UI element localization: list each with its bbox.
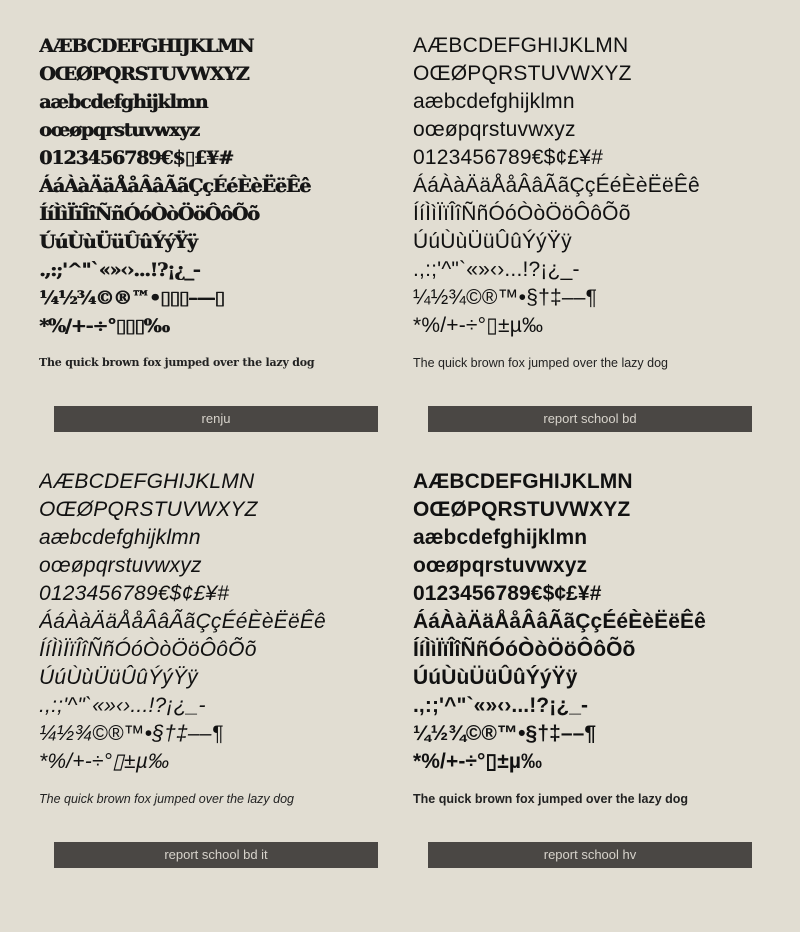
glyph-line-symbols: ¼½¾©®™•§†‡––¶ (39, 722, 224, 745)
glyph-line-lowercase-2: oœøpqrstuvwxyz (413, 118, 576, 141)
glyph-line-punctuation: .,:;'^"`«»‹›...!?¡¿_- (39, 259, 200, 281)
glyph-line-uppercase-1: AÆBCDEFGHIJKLMN (413, 470, 633, 493)
pangram: The quick brown fox jumped over the lazy dog (39, 792, 294, 806)
font-specimen-report-school-hv (413, 468, 788, 862)
glyph-line-accents-2: ÍíÌìÏïÎîÑñÓóÒòÖöÔôÕõ (39, 638, 257, 661)
glyph-line-math: *%/+-÷°▯▯▯‰ (39, 315, 169, 337)
glyph-lines (39, 32, 414, 340)
glyph-line-lowercase-1: aæbcdefghijklmn (413, 526, 588, 549)
glyph-line-accents-2: ÍíÌìÏïÎîÑñÓóÒòÖöÔôÕõ (39, 203, 259, 225)
font-name-label: report school bd it (54, 842, 378, 868)
font-specimen-report-school-bd (413, 32, 788, 426)
glyph-line-math: *%/+-÷°▯±µ‰ (39, 750, 170, 773)
glyph-line-accents-1: ÁáÀàÄäÅåÂâÃãÇçÉéÈèËëÊê (39, 175, 311, 197)
glyph-line-punctuation: .,:;'^"`«»‹›...!?¡¿_- (39, 694, 206, 717)
glyph-line-uppercase-2: OŒØPQRSTUVWXYZ (413, 62, 632, 85)
glyph-lines (39, 468, 414, 776)
glyph-line-accents-2: ÍíÌìÏïÎîÑñÓóÒòÖöÔôÕõ (413, 202, 631, 225)
glyph-line-digits: 0123456789€$¢£¥# (39, 582, 230, 605)
pangram: The quick brown fox jumped over the lazy dog (39, 356, 315, 369)
font-name-label: report school bd (428, 406, 752, 432)
font-name-label: report school hv (428, 842, 752, 868)
glyph-line-accents-1: ÁáÀàÄäÅåÂâÃãÇçÉéÈèËëÊê (413, 610, 706, 633)
glyph-line-punctuation: .,:;'^"`«»‹›...!?¡¿_- (413, 694, 589, 717)
glyph-line-accents-1: ÁáÀàÄäÅåÂâÃãÇçÉéÈèËëÊê (413, 174, 700, 197)
glyph-line-uppercase-2: OŒØPQRSTUVWXYZ (413, 498, 631, 521)
glyph-line-math: *%/+-÷°▯±µ‰ (413, 750, 543, 773)
glyph-line-uppercase-2: OŒØPQRSTUVWXYZ (39, 63, 249, 85)
glyph-line-lowercase-1: aæbcdefghijklmn (39, 91, 208, 113)
glyph-lines (413, 32, 788, 340)
glyph-line-accents-2: ÍíÌìÏïÎîÑñÓóÒòÖöÔôÕõ (413, 638, 636, 661)
glyph-line-digits: 0123456789€$¢£¥# (413, 582, 602, 605)
glyph-line-uppercase-1: AÆBCDEFGHIJKLMN (39, 470, 255, 493)
glyph-line-punctuation: .,:;'^"`«»‹›...!?¡¿_- (413, 258, 580, 281)
glyph-line-symbols: ¼½¾©®™•§†‡––¶ (413, 286, 598, 309)
glyph-line-lowercase-2: oœøpqrstuvwxyz (413, 554, 588, 577)
glyph-line-symbols: ¼½¾©®™•▯▯▯–—▯ (39, 287, 224, 309)
glyph-line-digits: 0123456789€$¢£¥# (413, 146, 604, 169)
glyph-line-digits: 0123456789€$▯£¥# (39, 147, 233, 169)
glyph-line-uppercase-1: AÆBCDEFGHIJKLMN (413, 34, 629, 57)
glyph-line-accents-3: ÚúÙùÜüÛûÝýŸÿ (413, 666, 578, 689)
glyph-line-symbols: ¼½¾©®™•§†‡––¶ (413, 722, 597, 745)
glyph-line-accents-1: ÁáÀàÄäÅåÂâÃãÇçÉéÈèËëÊê (39, 610, 326, 633)
pangram: The quick brown fox jumped over the lazy dog (413, 356, 668, 370)
pangram: The quick brown fox jumped over the lazy dog (413, 792, 689, 806)
glyph-line-lowercase-1: aæbcdefghijklmn (413, 90, 575, 113)
glyph-line-uppercase-1: AÆBCDEFGHIJKLMN (39, 35, 254, 57)
font-specimen-renju (39, 32, 414, 426)
glyph-line-accents-3: ÚúÙùÜüÛûÝýŸÿ (39, 231, 197, 253)
glyph-line-lowercase-2: oœøpqrstuvwxyz (39, 554, 202, 577)
glyph-lines (413, 468, 788, 776)
glyph-line-lowercase-2: oœøpqrstuvwxyz (39, 119, 199, 141)
glyph-line-uppercase-2: OŒØPQRSTUVWXYZ (39, 498, 258, 521)
font-name-label: renju (54, 406, 378, 432)
glyph-line-math: *%/+-÷°▯±µ‰ (413, 314, 544, 337)
font-specimen-report-school-bd-it (39, 468, 414, 862)
glyph-line-lowercase-1: aæbcdefghijklmn (39, 526, 201, 549)
glyph-line-accents-3: ÚúÙùÜüÛûÝýŸÿ (413, 230, 572, 253)
glyph-line-accents-3: ÚúÙùÜüÛûÝýŸÿ (39, 666, 198, 689)
